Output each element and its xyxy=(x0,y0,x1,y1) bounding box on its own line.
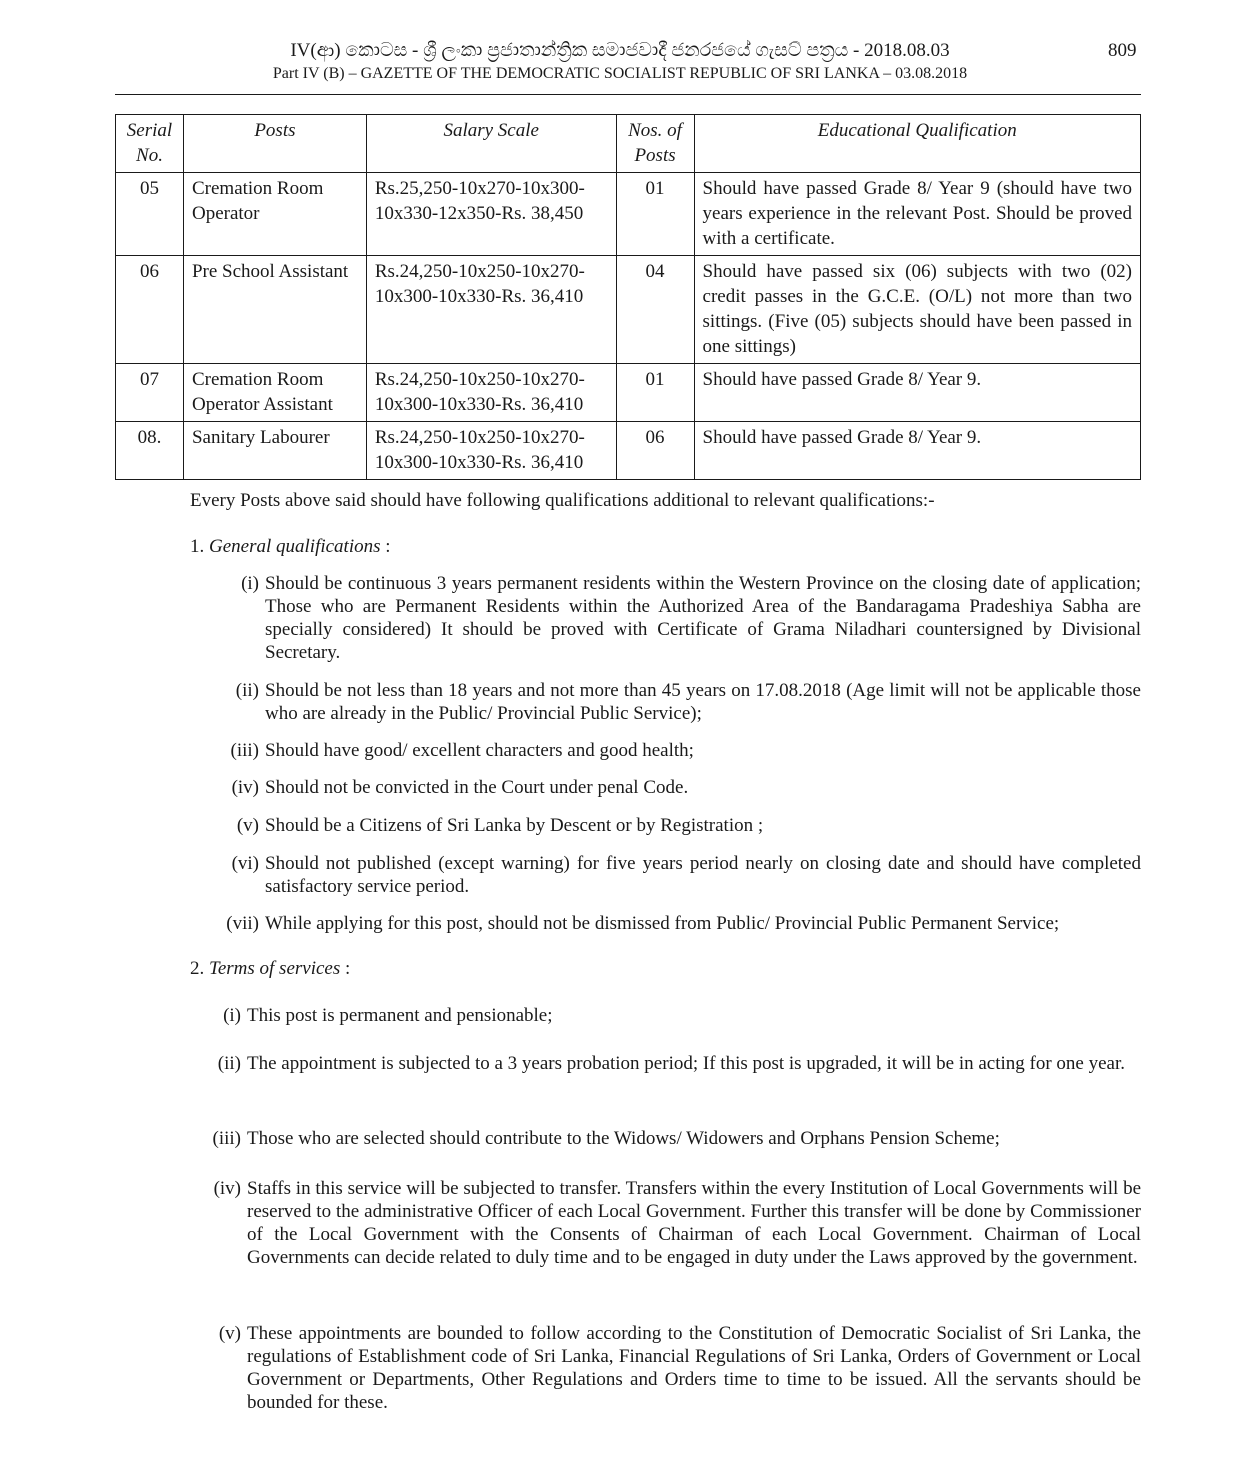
header-serial: Serial No. xyxy=(116,115,184,173)
header-salary: Salary Scale xyxy=(366,115,616,173)
cell-salary: Rs.24,250-10x250-10x270- 10x300-10x330-Rs. 36,410 xyxy=(366,364,616,422)
list-item: (iii) Should have good/ excellent characters and good health; xyxy=(230,740,694,761)
cell-nos: 01 xyxy=(616,364,694,422)
cell-nos: 04 xyxy=(616,256,694,364)
table-row xyxy=(116,422,1141,480)
page-number: 809 xyxy=(1108,40,1137,61)
cell-serial: 06 xyxy=(116,256,184,364)
cell-post: Sanitary Labourer xyxy=(183,422,366,480)
header-rule xyxy=(115,94,1141,95)
table-header-row xyxy=(116,115,1141,173)
list-item: (i) Should be continuous 3 years permanent residents within the Western Province on the closing date of application; Those who are Permanent Residents within the Authorized Area of the Bandaragama Pradeshiya Sabha are specially considered) It should be proved with Certificate of Grama Niladhari countersigned by Divisional Secretary. xyxy=(241,573,1141,663)
list-item: (ii) The appointment is subjected to a 3 years probation period; If this post is upgraded, it will be in acting for one year. xyxy=(217,1053,1126,1074)
list-item: (i) This post is permanent and pensionable; xyxy=(223,1005,553,1026)
table-row xyxy=(116,364,1141,422)
cell-qualification: Should have passed Grade 8/ Year 9. xyxy=(694,422,1140,480)
posts-table xyxy=(115,114,1141,480)
header-sinhala-title: IV(ආ) කොටස - ශ්‍රී ලංකා ප්‍රජාතාන්ත්‍රික සමාජවාදී ජනරජයේ ගැසට් පත්‍රය - 2018.08.03 xyxy=(290,40,950,61)
header-english-title: Part IV (B) – GAZETTE OF THE DEMOCRATIC SOCIALIST REPUBLIC OF SRI LANKA – 03.08.2018 xyxy=(272,65,968,82)
cell-post: Cremation Room Operator xyxy=(183,173,366,256)
list-item: (v) These appointments are bounded to follow according to the Constitution of Democratic Socialist of Sri Lanka, the regulations of Establishment code of Sri Lanka, Financial Regulations of Sri Lanka, Orders of Government or Local Government or Departments, Other Regulations and Orders time to time to be issued. All the servants should be bounded for these. xyxy=(218,1323,1141,1413)
header-qualification: Educational Qualification xyxy=(694,115,1140,173)
header-nos: Nos. of Posts xyxy=(616,115,694,173)
list-item: (vii) While applying for this post, should not be dismissed from Public/ Provincial Public Permanent Service; xyxy=(226,913,1060,934)
cell-serial: 08. xyxy=(116,422,184,480)
section1-heading: 1. General qualifications : xyxy=(190,536,391,557)
cell-post: Pre School Assistant xyxy=(183,256,366,364)
table-row xyxy=(116,173,1141,256)
list-item: (vi) Should not published (except warning) for five years period nearly on closing date and should have completed satisfactory service period. xyxy=(231,853,1141,897)
list-item: (iv) Should not be convicted in the Court under penal Code. xyxy=(231,777,689,798)
intro-paragraph: Every Posts above said should have following qualifications additional to relevant qualifications:- xyxy=(190,490,935,511)
table-row xyxy=(116,256,1141,364)
cell-qualification: Should have passed six (06) subjects with two (02) credit passes in the G.C.E. (O/L) not more than two sittings. (Five (05) subjects should have been passed in one sittings) xyxy=(694,256,1140,364)
list-item: (ii) Should be not less than 18 years and not more than 45 years on 17.08.2018 (Age limit will not be applicable those who are already in the Public/ Provincial Public Service); xyxy=(235,680,1141,724)
list-item: (v) Should be a Citizens of Sri Lanka by Descent or by Registration ; xyxy=(236,815,764,836)
list-item: (iii) Those who are selected should contribute to the Widows/ Widowers and Orphans Pension Scheme; xyxy=(212,1128,1000,1149)
cell-salary: Rs.25,250-10x270-10x300- 10x330-12x350-Rs. 38,450 xyxy=(366,173,616,256)
cell-qualification: Should have passed Grade 8/ Year 9. xyxy=(694,364,1140,422)
cell-post: Cremation Room Operator Assistant xyxy=(183,364,366,422)
cell-nos: 06 xyxy=(616,422,694,480)
section2-heading: 2. Terms of services : xyxy=(190,958,351,979)
cell-salary: Rs.24,250-10x250-10x270- 10x300-10x330-Rs. 36,410 xyxy=(366,256,616,364)
cell-qualification: Should have passed Grade 8/ Year 9 (should have two years experience in the relevant Post. Should be proved with a certificate. xyxy=(694,173,1140,256)
cell-salary: Rs.24,250-10x250-10x270- 10x300-10x330-Rs. 36,410 xyxy=(366,422,616,480)
cell-serial: 05 xyxy=(116,173,184,256)
header-posts: Posts xyxy=(183,115,366,173)
cell-serial: 07 xyxy=(116,364,184,422)
list-item: (iv) Staffs in this service will be subjected to transfer. Transfers within the every Institution of Local Governments will be reserved to the administrative Officer of each Local Government. Further this transfer will be done by Commissioner of the Local Government with the Consents of Chairman of each Local Government. Chairman of Local Governments can decide related to duly time and to be engaged in duty under the Laws approved by the government. xyxy=(213,1178,1141,1268)
cell-nos: 01 xyxy=(616,173,694,256)
